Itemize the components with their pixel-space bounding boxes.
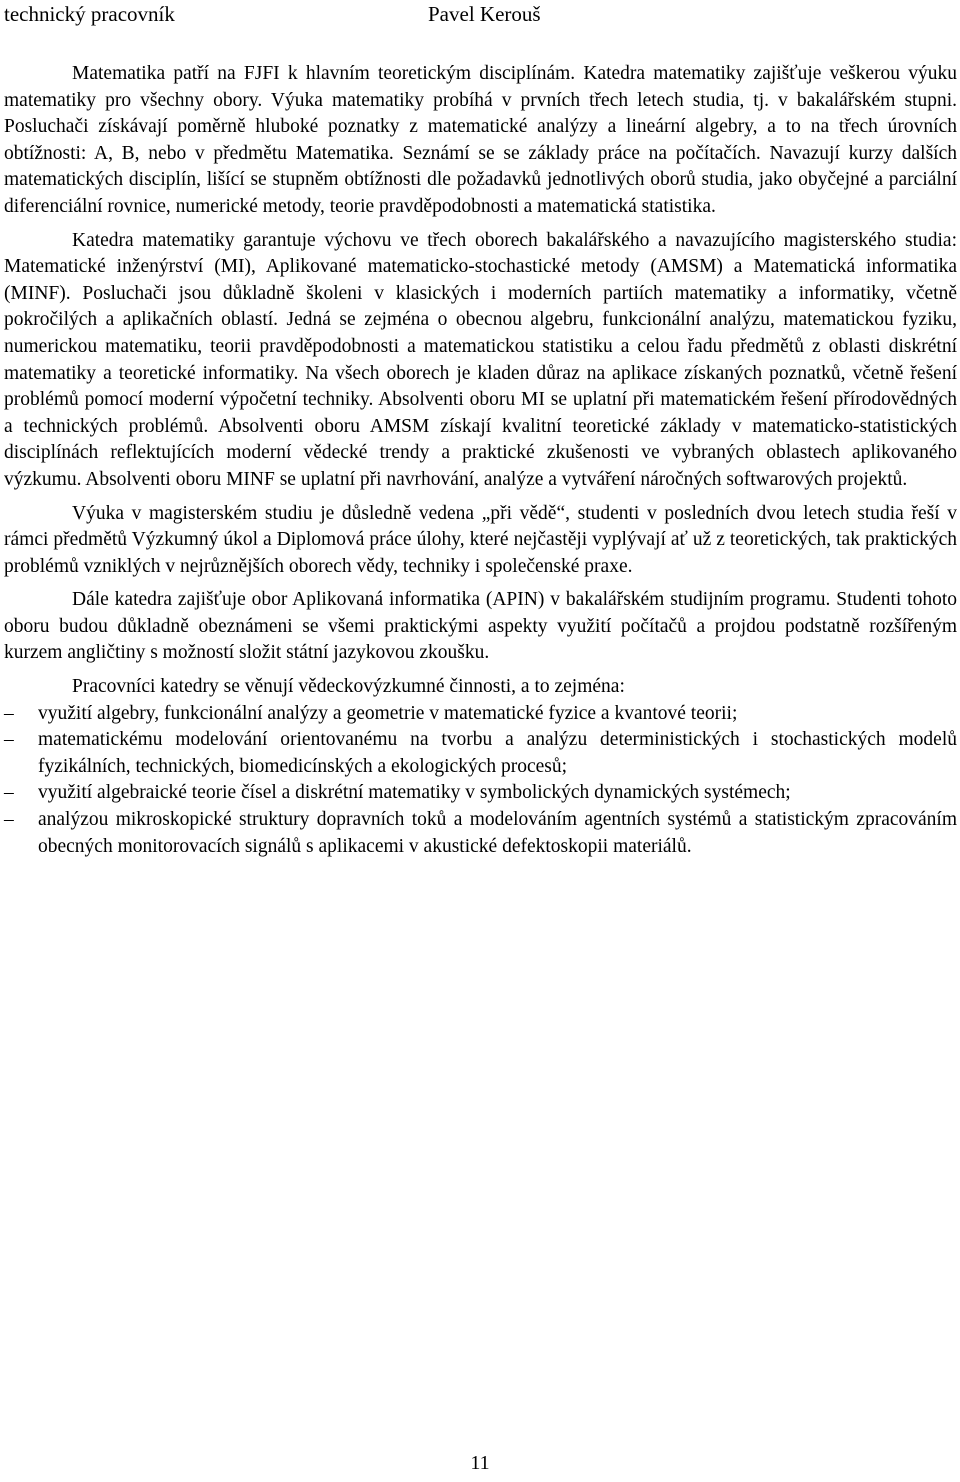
research-list-item (4, 807, 957, 860)
list-dash: – (4, 729, 14, 751)
paragraph-master-studies: Výuka v magisterském studiu je důsledně vedena „při vědě“, studenti v posledních dvou letech studia řeší v rámci předmětů Výzkumný úkol a Diplomová práce úlohy, které nejčastěji vyplývají ať už z teoretických, tak praktických problémů vzniklých v nejrůznějších oborech vědy, techniky i společenské praxe. (4, 502, 957, 577)
research-list-item (4, 701, 957, 728)
research-item-text: využití algebry, funkcionální analýzy a geometrie v matematické fyzice a kvantové teorii; (38, 702, 738, 724)
list-dash: – (4, 702, 14, 724)
list-dash: – (4, 809, 14, 831)
page-header (4, 0, 956, 34)
paragraph-study-programs: Katedra matematiky garantuje výchovu ve třech oborech bakalářského a navazujícího magisterského studia: Matematické inženýrství (MI), Aplikované matematicko-stochastické metody (AMSM) a Matematická informatika (MINF). Posluchači jsou důkladně školeni v klasických i moderních partiích matematiky a informatiky, včetně pokročilých a aplikačních oblastí. Jedná se zejména o obecnou algebru, funkcionální analýzu, matematickou fyziku, numerickou matematiku, teorii pravděpodobnosti a matematickou statistiku a celou řadu předmětů z oblasti diskrétní matematiky a teoretické informatiky. Na všech oborech je kladen důraz na aplikace získaných poznatků, včetně řešení problémů pomocí moderní výpočetní techniky. Absolventi oboru MI se uplatní při matematickém řešení přírodovědných a technických problémů. Absolventi oboru AMSM získají kvalitní teoretické základy v matematicko-statistických disciplínách reflektujících moderní vědecké trendy a praktické zkušenosti ve vybraných oblastech aplikovaného výzkumu. Absolventi oboru MINF se uplatní při navrhování, analýze a vytváření náročných softwarových projektů. (4, 229, 957, 490)
research-item-text: využití algebraické teorie čísel a diskrétní matematiky v symbolických dynamických systémech; (38, 782, 791, 804)
paragraph-research-intro: Pracovníci katedry se věnují vědeckovýzkumné činnosti, a to zejména: (72, 676, 625, 698)
paragraph-mathematics-overview: Matematika patří na FJFI k hlavním teoretickým disciplínám. Katedra matematiky zajišťuje veškerou výuku matematiky pro všechny obory. Výuka matematiky probíhá v prvních třech letech studia, tj. v bakalářském stupni. Posluchači získávají poměrně hluboké poznatky z matematické analýzy a lineární algebry, a to na třech úrovních obtížnosti: A, B, nebo v předmětu Matematika. Seznámí se se základy práce na počítačích. Navazují kurzy dalších matematických disciplín, lišící se stupněm obtížnosti dle požadavků jednotlivých oborů studia, jako obyčejné a parciální diferenciální rovnice, numerické metody, teorie pravděpodobnosti a matematická statistika. (4, 63, 957, 217)
paragraph-applied-informatics: Dále katedra zajišťuje obor Aplikovaná informatika (APIN) v bakalářském studijním programu. Studenti tohoto oboru budou důkladně obeznámeni se všemi praktickými aspekty využití počítačů a projdou podstatně rozšířeným kurzem angličtiny s možností složit státní jazykovou zkoušku. (4, 589, 957, 664)
list-dash: – (4, 782, 14, 804)
research-list (4, 701, 957, 861)
page-number: 11 (470, 1452, 490, 1474)
header-author-name: Pavel Kerouš (428, 2, 541, 26)
document-body (4, 61, 957, 860)
header-author-role: technický pracovník (4, 2, 175, 26)
research-item-text: matematickému modelování orientovanému na tvorbu a analýzu deterministických i stochastických modelů fyzikálních, technických, biomedicínských a ekologických procesů; (38, 729, 957, 777)
research-item-text: analýzou mikroskopické struktury dopravních toků a modelováním agentních systémů a statistickým zpracováním obecných monitorovacích signálů s aplikacemi v akustické defektoskopii materiálů. (38, 809, 957, 857)
research-list-item (4, 780, 957, 807)
research-list-item (4, 727, 957, 780)
